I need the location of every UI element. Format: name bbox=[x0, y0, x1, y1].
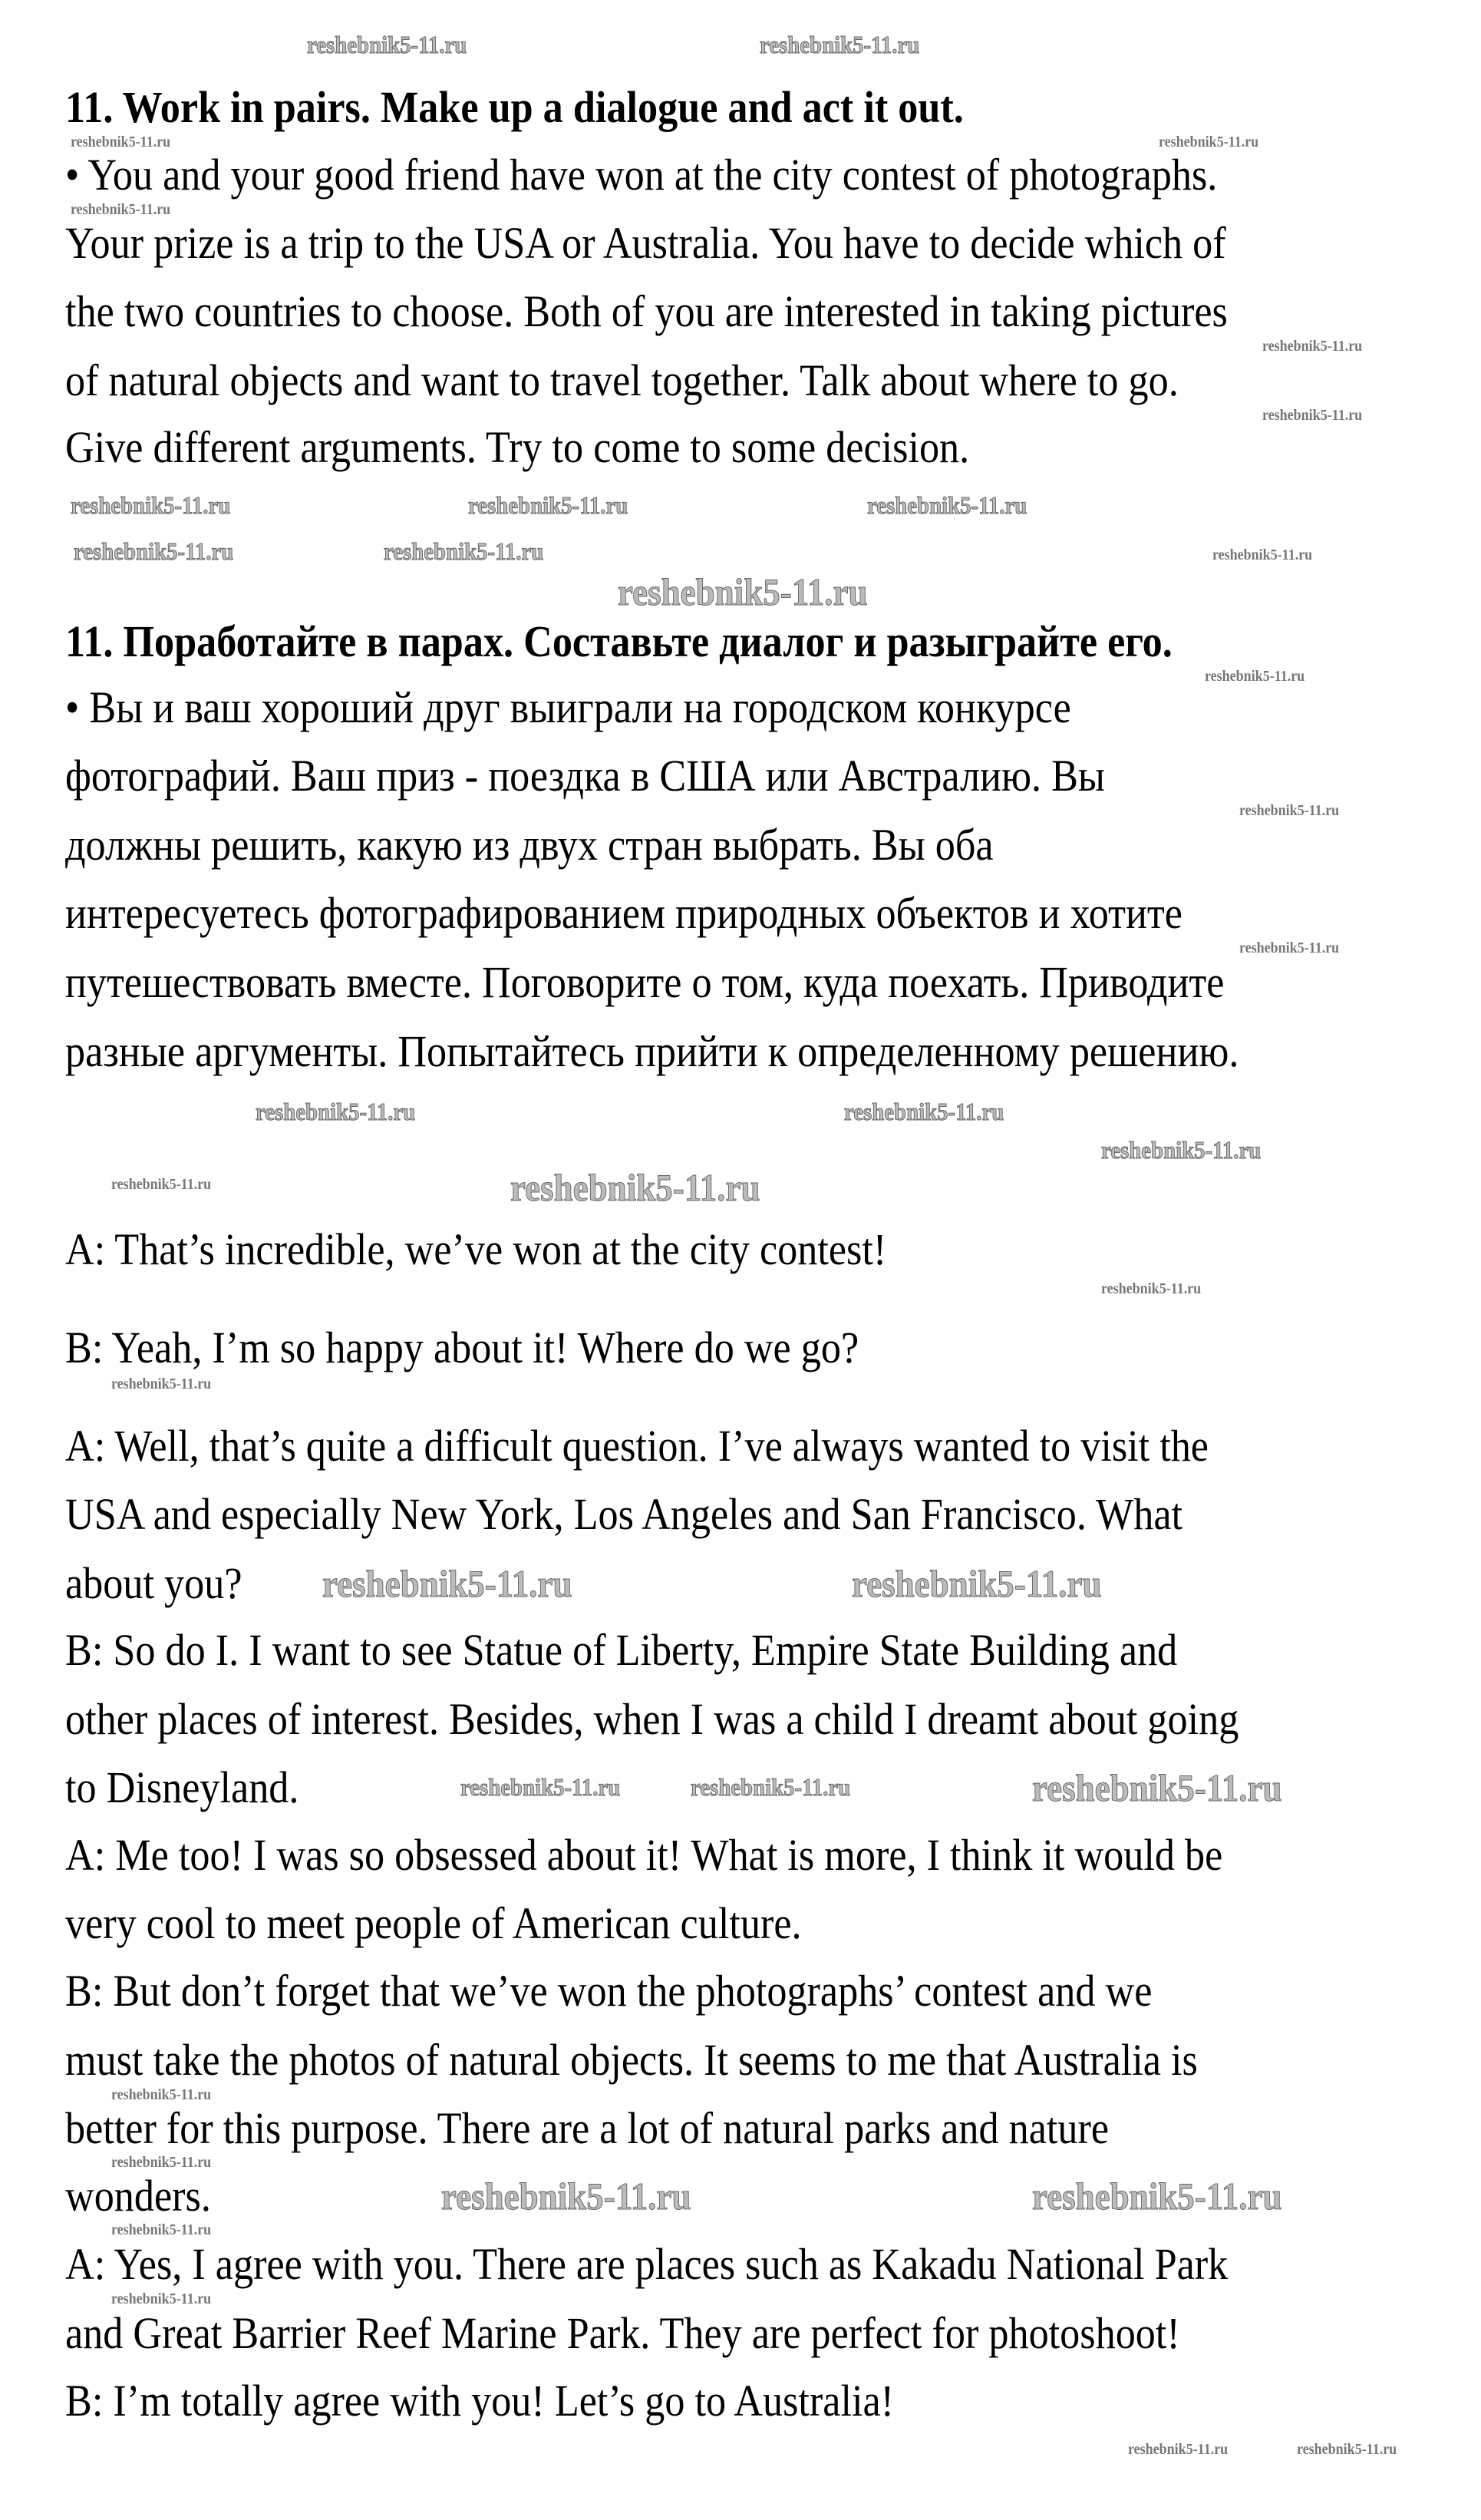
watermark: reshebnik5-11.ru bbox=[618, 570, 868, 613]
dialogue-line: A: Me too! I was so obsessed about it! What is more, I think it would be bbox=[65, 1830, 1223, 1880]
watermark: reshebnik5-11.ru bbox=[460, 1773, 621, 1801]
watermark: reshebnik5-11.ru bbox=[760, 31, 920, 58]
watermark: reshebnik5-11.ru bbox=[1101, 1280, 1202, 1297]
watermark: reshebnik5-11.ru bbox=[441, 2175, 691, 2218]
dialogue-line: wonders. bbox=[65, 2171, 211, 2221]
dialogue-line: about you? bbox=[65, 1558, 242, 1608]
dialogue-line: other places of interest. Besides, when I was a child I dreamt about going bbox=[65, 1694, 1239, 1744]
watermark: reshebnik5-11.ru bbox=[71, 491, 231, 519]
task-line: the two countries to choose. Both of you are interested in taking pictures bbox=[65, 286, 1228, 336]
watermark: reshebnik5-11.ru bbox=[1032, 1766, 1282, 1809]
watermark: reshebnik5-11.ru bbox=[74, 537, 234, 565]
watermark: reshebnik5-11.ru bbox=[1101, 1136, 1262, 1164]
dialogue-line: to Disneyland. bbox=[65, 1762, 299, 1812]
watermark: reshebnik5-11.ru bbox=[867, 491, 1027, 519]
watermark: reshebnik5-11.ru bbox=[71, 134, 171, 150]
task-line: фотографий. Ваш приз - поездка в США или Австралию. Вы bbox=[65, 751, 1105, 801]
watermark: reshebnik5-11.ru bbox=[384, 537, 544, 565]
task-line: of natural objects and want to travel together. Talk about where to go. bbox=[65, 355, 1179, 405]
watermark: reshebnik5-11.ru bbox=[1128, 2441, 1229, 2458]
dialogue-line: A: That’s incredible, we’ve won at the city contest! bbox=[65, 1224, 887, 1274]
dialogue-line: very cool to meet people of American culture. bbox=[65, 1898, 802, 1948]
dialogue-line: better for this purpose. There are a lot of natural parks and nature bbox=[65, 2103, 1110, 2153]
watermark: reshebnik5-11.ru bbox=[307, 31, 467, 58]
watermark: reshebnik5-11.ru bbox=[111, 2086, 212, 2103]
watermark: reshebnik5-11.ru bbox=[1262, 338, 1363, 355]
dialogue-line: USA and especially New York, Los Angeles and San Francisco. What bbox=[65, 1489, 1183, 1539]
task-line: • Вы и ваш хороший друг выиграли на городском конкурсе bbox=[65, 682, 1071, 732]
task-line: должны решить, какую из двух стран выбрать. Вы оба bbox=[65, 820, 994, 870]
task-title-en: 11. Work in pairs. Make up a dialogue and act it out. bbox=[65, 82, 964, 132]
dialogue-line: must take the photos of natural objects. It seems to me that Australia is bbox=[65, 2035, 1198, 2085]
watermark: reshebnik5-11.ru bbox=[691, 1773, 851, 1801]
dialogue-line: B: Yeah, I’m so happy about it! Where do we go? bbox=[65, 1323, 859, 1372]
watermark: reshebnik5-11.ru bbox=[1212, 547, 1313, 563]
dialogue-line: B: But don’t forget that we’ve won the photographs’ contest and we bbox=[65, 1966, 1153, 2016]
task-line: • You and your good friend have won at the city contest of photographs. bbox=[65, 150, 1218, 200]
watermark: reshebnik5-11.ru bbox=[510, 1166, 760, 1209]
watermark: reshebnik5-11.ru bbox=[111, 2290, 212, 2307]
watermark: reshebnik5-11.ru bbox=[1032, 2175, 1282, 2218]
task-title-ru: 11. Поработайте в парах. Составьте диалог и разыграйте его. bbox=[65, 616, 1173, 666]
dialogue-line: B: So do I. I want to see Statue of Liberty, Empire State Building and bbox=[65, 1625, 1178, 1675]
watermark: reshebnik5-11.ru bbox=[111, 1176, 212, 1193]
watermark: reshebnik5-11.ru bbox=[322, 1562, 572, 1605]
task-line: путешествовать вместе. Поговорите о том, куда поехать. Приводите bbox=[65, 957, 1225, 1007]
watermark: reshebnik5-11.ru bbox=[111, 2154, 212, 2171]
dialogue-line: and Great Barrier Reef Marine Park. They are perfect for photoshoot! bbox=[65, 2308, 1180, 2358]
watermark: reshebnik5-11.ru bbox=[256, 1098, 416, 1125]
watermark: reshebnik5-11.ru bbox=[844, 1098, 1004, 1125]
watermark: reshebnik5-11.ru bbox=[111, 2221, 212, 2238]
watermark: reshebnik5-11.ru bbox=[852, 1562, 1102, 1605]
watermark: reshebnik5-11.ru bbox=[111, 1376, 212, 1392]
task-line: Your prize is a trip to the USA or Australia. You have to decide which of bbox=[65, 218, 1226, 268]
watermark: reshebnik5-11.ru bbox=[1262, 407, 1363, 424]
dialogue-line: A: Yes, I agree with you. There are places such as Kakadu National Park bbox=[65, 2239, 1229, 2289]
watermark: reshebnik5-11.ru bbox=[1205, 668, 1305, 685]
watermark: reshebnik5-11.ru bbox=[1239, 940, 1340, 956]
watermark: reshebnik5-11.ru bbox=[1297, 2441, 1397, 2458]
dialogue-line: B: I’m totally agree with you! Let’s go to Australia! bbox=[65, 2376, 895, 2426]
task-line: интересуетесь фотографированием природных объектов и хотите bbox=[65, 888, 1182, 938]
watermark: reshebnik5-11.ru bbox=[1239, 802, 1340, 819]
dialogue-line: A: Well, that’s quite a difficult question. I’ve always wanted to visit the bbox=[65, 1421, 1209, 1471]
watermark: reshebnik5-11.ru bbox=[1159, 134, 1259, 150]
watermark: reshebnik5-11.ru bbox=[468, 491, 628, 519]
task-line: разные аргументы. Попытайтесь прийти к определенному решению. bbox=[65, 1026, 1239, 1076]
watermark: reshebnik5-11.ru bbox=[71, 201, 171, 218]
task-line: Give different arguments. Try to come to some decision. bbox=[65, 422, 970, 472]
